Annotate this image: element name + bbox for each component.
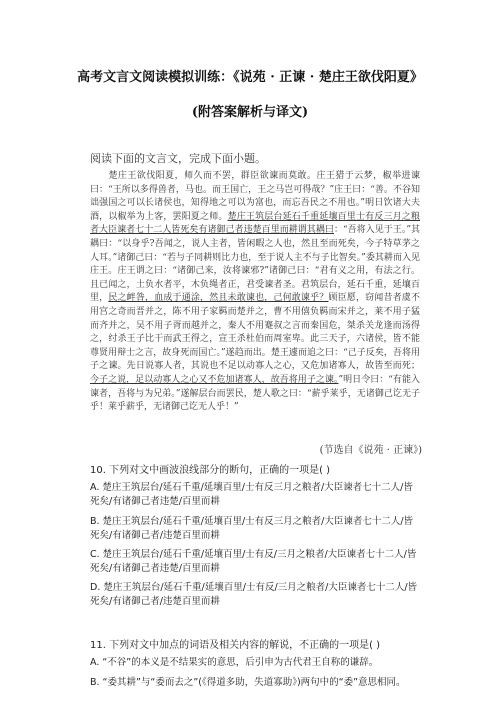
question-10-option-b: B. 楚庄王筑层台/延石千重/延壤百里/士有反三月之粮者/大臣谏者七十二人/皆死矣/有诸御己者/违楚百里而耕 xyxy=(90,516,414,541)
passage-source: (节选自《说苑 · 正谏》) xyxy=(319,445,422,456)
question-11-stem: 11. 下列对文中加点的词语及相关内容的解说，不正确的一项是( ) xyxy=(90,640,381,651)
question-11-option-b: B. “委其耕”与“委而去之”(《得道多助，失道寡助》)两句中的“委”意思相同。 xyxy=(90,677,406,688)
passage-p1: 楚庄王欲伐阳夏，师久而不罢，群臣欲谏而莫敢。庄王猎于云梦，椒举进谏曰：“王所以多得兽者，马也。而王国亡，王之马岂可得哉？”庄王曰：“善。不谷知诎强国之可以长诸侯也，知得地之可以为富也，而忘吾民之不用也。”明日饮诸大夫酒，以椒举为上客，罢阳夏之师。 xyxy=(90,171,420,222)
question-10-option-a: A. 楚庄王筑层台/延石千重/延壤百里/士有反三月之粮者/大臣谏者七十二人/皆死矣/有诸御己者违楚/百里而耕 xyxy=(90,482,413,507)
underlined-sentence-2: 今子之说，足以动寡人之心又不危加诸寡人，故吾将用子之谏。 xyxy=(90,374,339,385)
question-10-option-d: D. 楚庄王筑层台/延石千重/延壤百里/士有反/三月之粮者/大臣谏者七十二人/皆死矣/有诸御己者/违楚百里而耕 xyxy=(90,582,418,607)
passage-p4: ”明日令曰：“有能入谏者，吾将与为兄弟。”遂解层台而罢民，楚人歌之曰：“薪乎莱乎，无诸御己讫无子乎！莱乎薪乎，无诸御己讫无人乎！” xyxy=(90,374,420,413)
underlined-sentence-1: 民之衅咎，血成于通涂，然且未敢谏也，己何敢谏乎？ xyxy=(108,293,329,304)
passage-p2: ：“吾将入见于王。”其耦曰：“以身乎?吾闻之，说人主者，皆闲暇之人也，然且至而死矣，今子特草茅之人耳。”诸御己曰：“若与子同耕则比力也，至于说人主不与子比智矣。”委其耕而入见庄王。庄王谓之曰：“诸御己来，汝将谏邪?”诸御己曰：“君有义之用，有法之行。且已闻之，土负水者平，木负绳者正，君受谏者圣。君筑层台，延石千重，延壤百里， xyxy=(90,225,420,304)
wavy-underlined-text: 楚庄王筑层台延石千重延壤百里士有反三月之粮者大臣谏者七十二人皆死矣有诸御己者违楚百里而耕谓其耦曰 xyxy=(90,211,420,236)
page-subtitle: (附答案解析与译文) xyxy=(191,105,309,120)
question-11-option-a: A. “不谷”的本义是不结果实的意思，后引申为古代君王自称的谦辞。 xyxy=(90,657,379,668)
passage-p3: 顾臣愿，窃闻昔者虞不用宫之奇而晋并之，陈不用子家羁而楚并之，曹不用僖负羁而宋并之，莱不用子猛而齐并之，吴不用子胥而越并之，秦人不用蹇叔之言而秦国危，桀杀关龙逢而汤得之，纣杀王子比干而武王得之，宣王杀杜伯而周室卑。此三天子，六诸侯，皆不能尊贤用辩士之言，故身死而国亡。”遂趋而出。楚王遽而追之曰：“己子反矣，吾将用子之谏。先日说寡人者，其说也不足以动寡人之心，又危加诸寡人，故皆至而死； xyxy=(90,293,420,372)
page-title: 高考文言文阅读模拟训练：《说苑 · 正谏 · 楚庄王欲伐阳夏》 xyxy=(77,70,423,85)
question-10-option-c: C. 楚庄王筑层台/延石千重/延壤百里/士有反/三月之粮者/大臣谏者七十二人/皆死矣/有诸御己者违楚/百里而耕 xyxy=(90,549,417,574)
classical-passage xyxy=(90,170,420,415)
instruction-text: 阅读下面的文言文，完成下面小题。 xyxy=(90,152,266,165)
question-10-stem: 10. 下列对文中画波浪线部分的断句，正确的一项是( ) xyxy=(90,465,331,476)
